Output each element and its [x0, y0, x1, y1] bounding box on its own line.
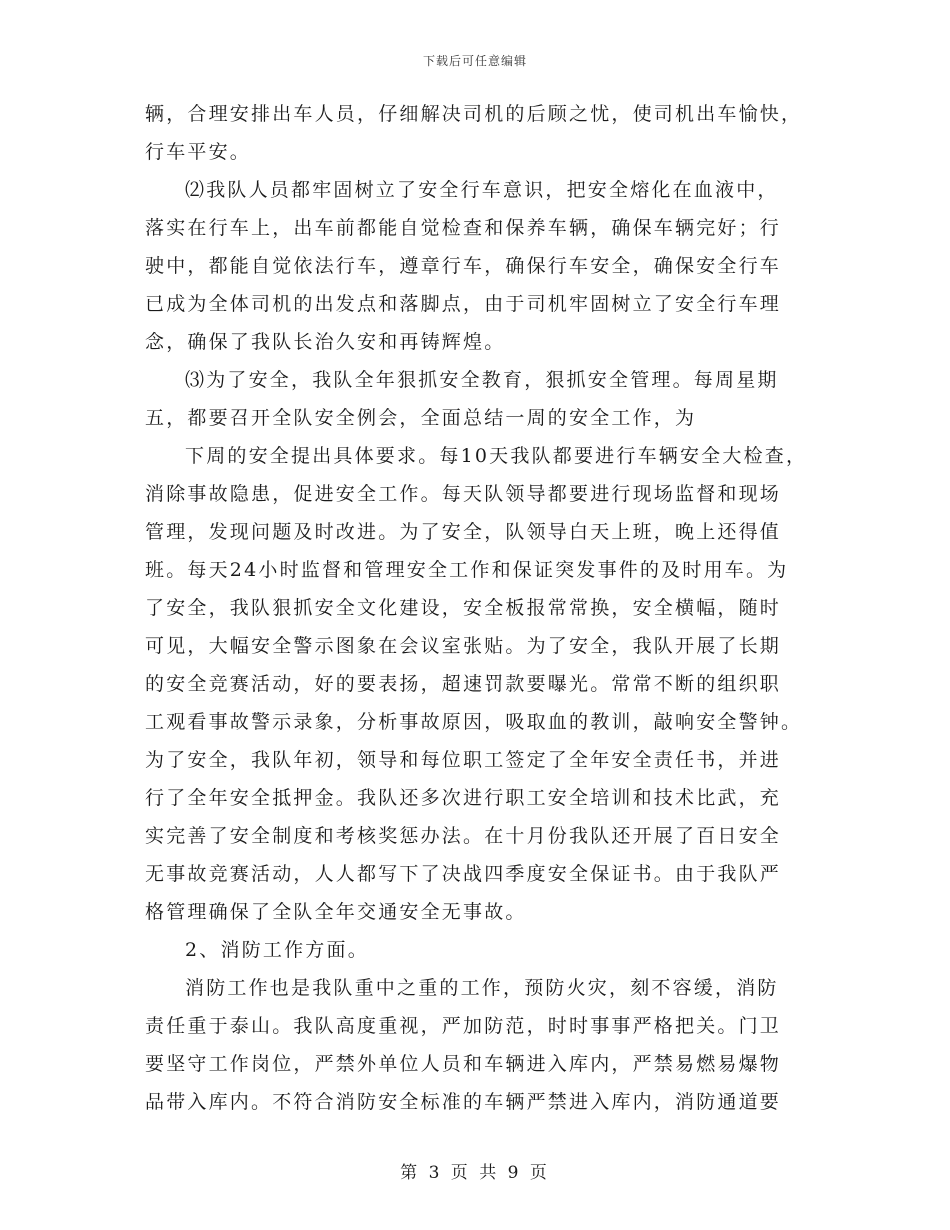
text-line: 消防工作也是我队重中之重的工作，预防火灾，刻不容缓，消防 — [185, 977, 779, 999]
text-line: 已成为全体司机的出发点和落脚点，由于司机牢固树立了安全行车理 — [145, 293, 782, 315]
text-line: 无事故竞赛活动，人人都写下了决战四季度安全保证书。由于我队严 — [145, 863, 782, 885]
text-line: 可见，大幅安全警示图象在会议室张贴。为了安全，我队开展了长期 — [145, 635, 782, 657]
text-line: 五，都要召开全队安全例会，全面总结一周的安全工作，为 — [145, 407, 697, 429]
text-line: 为了安全，我队年初，领导和每位职工签定了全年安全责任书，并进 — [145, 749, 782, 771]
page-number: 第 3 页 共 9 页 — [400, 1163, 550, 1183]
text-line: ⑵我队人员都牢固树立了安全行车意识，把安全熔化在血液中， — [185, 179, 779, 201]
text-line: 下周的安全提出具体要求。每10天我队都要进行车辆安全大检查， — [185, 445, 808, 467]
text-line: 要坚守工作岗位，严禁外单位人员和车辆进入库内，严禁易燃易爆物 — [145, 1053, 782, 1075]
text-line: 行车平安。 — [145, 141, 252, 163]
text-line: 消除事故隐患，促进安全工作。每天队领导都要进行现场监督和现场 — [145, 483, 782, 505]
text-line: 实完善了安全制度和考核奖惩办法。在十月份我队还开展了百日安全 — [145, 825, 782, 847]
text-line: 了安全，我队狠抓安全文化建设，安全板报常常换，安全横幅，随时 — [145, 597, 782, 619]
section-heading: 2、消防工作方面。 — [185, 939, 369, 961]
text-line: 念，确保了我队长治久安和再铸辉煌。 — [145, 331, 506, 353]
text-line: 责任重于泰山。我队高度重视，严加防范，时时事事严格把关。门卫 — [145, 1015, 782, 1037]
text-line: 品带入库内。不符合消防安全标准的车辆严禁进入库内，消防通道要 — [145, 1091, 782, 1113]
text-line: 落实在行车上，出车前都能自觉检查和保养车辆，确保车辆完好；行 — [145, 217, 782, 239]
text-line: 班。每天24小时监督和管理安全工作和保证突发事件的及时用车。为 — [145, 559, 789, 581]
text-line: 行了全年安全抵押金。我队还多次进行职工安全培训和技术比武，充 — [145, 787, 782, 809]
page-header: 下载后可任意编辑 — [422, 54, 527, 68]
text-line: 格管理确保了全队全年交通安全无事故。 — [145, 901, 527, 923]
text-line: 辆，合理安排出车人员，仔细解决司机的后顾之忧，使司机出车愉快， — [145, 103, 803, 125]
text-line: 驶中，都能自觉依法行车，遵章行车，确保行车安全，确保安全行车 — [145, 255, 782, 277]
text-line: 管理，发现问题及时改进。为了安全，队领导白天上班，晚上还得值 — [145, 521, 782, 543]
text-line: 工观看事故警示录象，分析事故原因，吸取血的教训，敲响安全警钟。 — [145, 711, 803, 733]
text-line: 的安全竞赛活动，好的要表扬，超速罚款要曝光。常常不断的组织职 — [145, 673, 782, 695]
document-body — [145, 95, 810, 1121]
text-line: ⑶为了安全，我队全年狠抓安全教育，狠抓安全管理。每周星期 — [185, 369, 779, 391]
